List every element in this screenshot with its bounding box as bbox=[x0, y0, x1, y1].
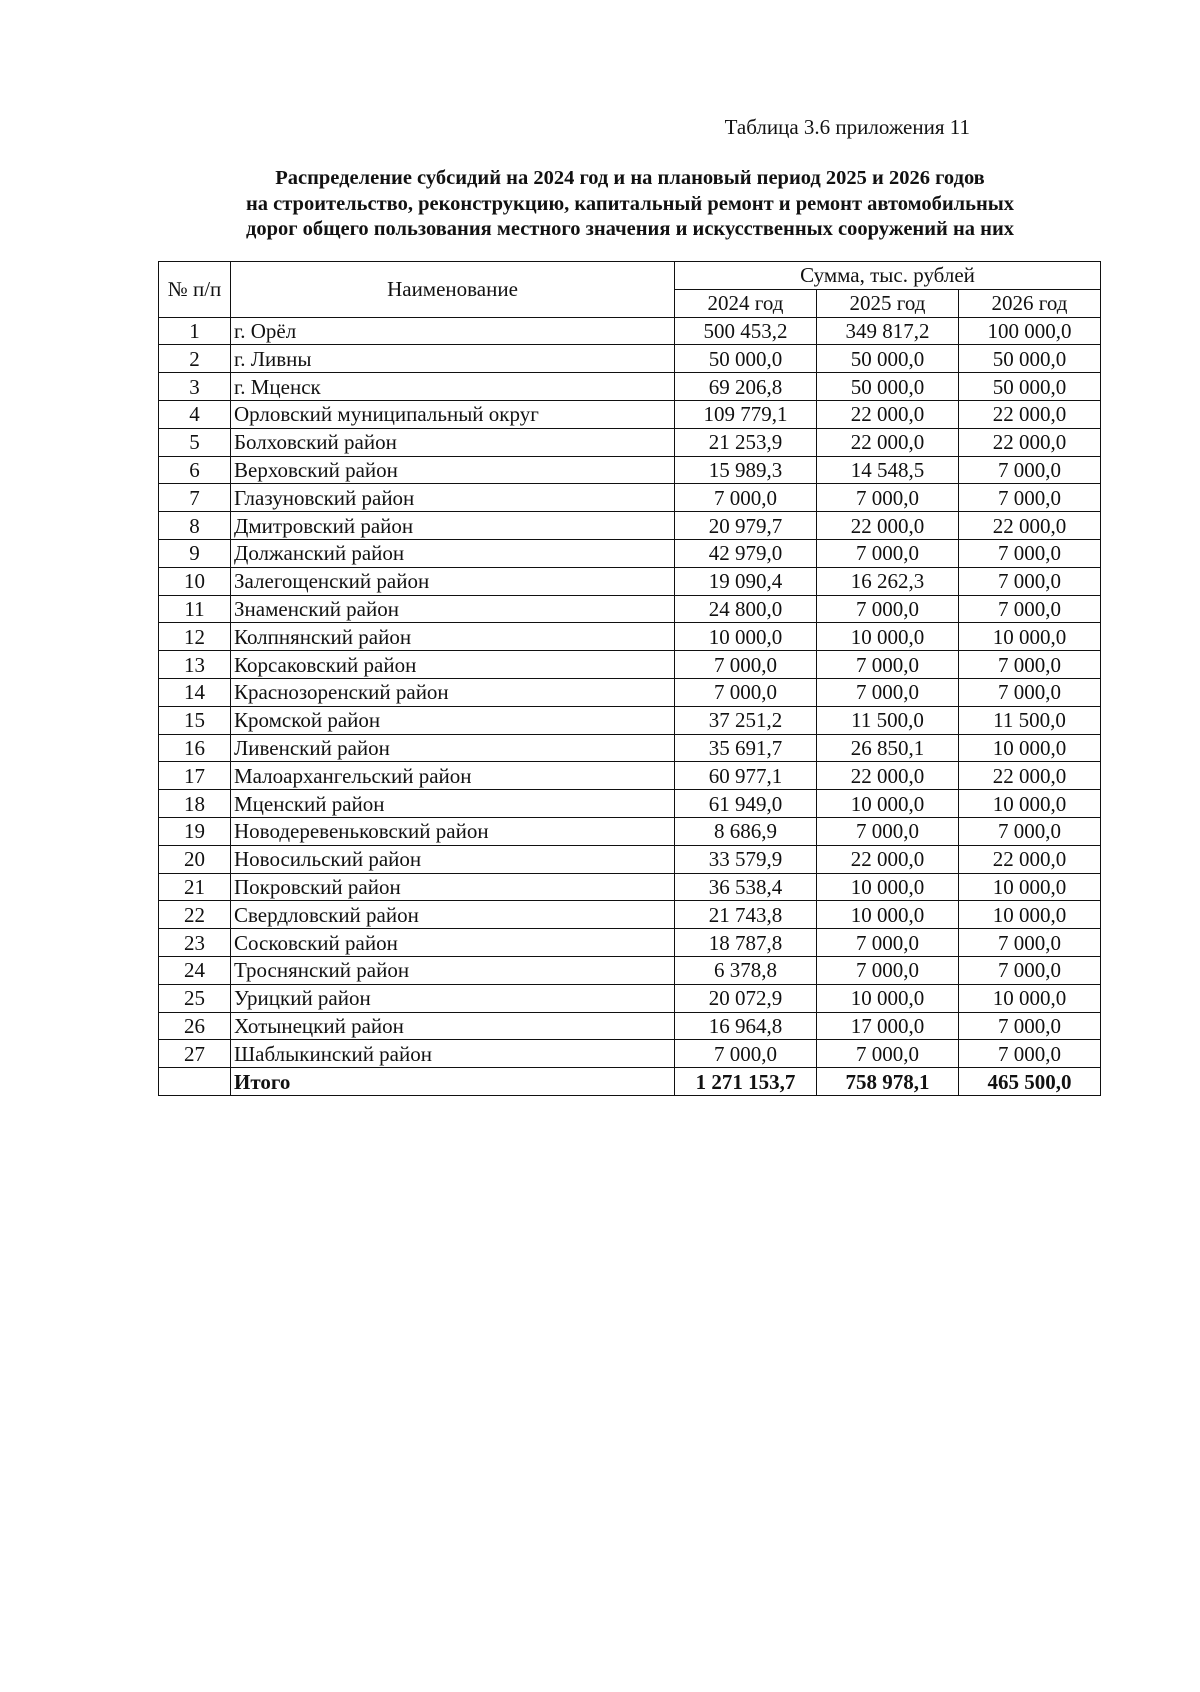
row-value-2025: 10 000,0 bbox=[817, 623, 959, 651]
row-value-2024: 35 691,7 bbox=[675, 734, 817, 762]
heading-line-2: на строительство, реконструкцию, капитальный ремонт и ремонт автомобильных bbox=[245, 192, 1015, 215]
row-number: 14 bbox=[159, 678, 231, 706]
row-number: 11 bbox=[159, 595, 231, 623]
row-number: 26 bbox=[159, 1012, 231, 1040]
row-value-2026: 7 000,0 bbox=[959, 456, 1101, 484]
total-number-cell bbox=[159, 1068, 231, 1096]
row-number: 4 bbox=[159, 400, 231, 428]
row-value-2024: 20 072,9 bbox=[675, 984, 817, 1012]
row-value-2025: 7 000,0 bbox=[817, 595, 959, 623]
row-name: Краснозоренский район bbox=[231, 678, 675, 706]
table-row bbox=[159, 873, 1101, 901]
row-value-2025: 26 850,1 bbox=[817, 734, 959, 762]
table-row bbox=[159, 400, 1101, 428]
row-number: 27 bbox=[159, 1040, 231, 1068]
row-name: г. Мценск bbox=[231, 373, 675, 401]
row-name: Новосильский район bbox=[231, 845, 675, 873]
table-row bbox=[159, 817, 1101, 845]
row-name: г. Орёл bbox=[231, 317, 675, 345]
table-row bbox=[159, 651, 1101, 679]
row-value-2026: 7 000,0 bbox=[959, 929, 1101, 957]
row-value-2026: 7 000,0 bbox=[959, 567, 1101, 595]
table-row bbox=[159, 539, 1101, 567]
row-value-2024: 50 000,0 bbox=[675, 345, 817, 373]
row-value-2025: 7 000,0 bbox=[817, 929, 959, 957]
row-value-2024: 109 779,1 bbox=[675, 400, 817, 428]
row-number: 3 bbox=[159, 373, 231, 401]
row-name: Верховский район bbox=[231, 456, 675, 484]
row-value-2025: 7 000,0 bbox=[817, 484, 959, 512]
row-value-2024: 7 000,0 bbox=[675, 678, 817, 706]
row-value-2026: 50 000,0 bbox=[959, 373, 1101, 401]
row-value-2025: 22 000,0 bbox=[817, 512, 959, 540]
row-value-2026: 11 500,0 bbox=[959, 706, 1101, 734]
row-value-2026: 22 000,0 bbox=[959, 845, 1101, 873]
table-row bbox=[159, 678, 1101, 706]
header-name: Наименование bbox=[231, 262, 675, 318]
subsidy-distribution-table bbox=[158, 261, 1101, 1096]
table-row bbox=[159, 484, 1101, 512]
row-value-2024: 21 253,9 bbox=[675, 428, 817, 456]
row-value-2024: 7 000,0 bbox=[675, 1040, 817, 1068]
table-row bbox=[159, 567, 1101, 595]
row-value-2025: 7 000,0 bbox=[817, 956, 959, 984]
table-row bbox=[159, 929, 1101, 957]
header-year-2026: 2026 год bbox=[959, 289, 1101, 317]
row-name: Сосковский район bbox=[231, 929, 675, 957]
row-value-2026: 7 000,0 bbox=[959, 539, 1101, 567]
row-value-2026: 10 000,0 bbox=[959, 623, 1101, 651]
row-value-2025: 10 000,0 bbox=[817, 790, 959, 818]
row-name: Новодеревеньковский район bbox=[231, 817, 675, 845]
row-name: Свердловский район bbox=[231, 901, 675, 929]
row-name: Колпнянский район bbox=[231, 623, 675, 651]
row-value-2024: 19 090,4 bbox=[675, 567, 817, 595]
row-value-2026: 10 000,0 bbox=[959, 790, 1101, 818]
row-value-2024: 10 000,0 bbox=[675, 623, 817, 651]
row-value-2026: 10 000,0 bbox=[959, 901, 1101, 929]
row-value-2024: 7 000,0 bbox=[675, 651, 817, 679]
row-number: 1 bbox=[159, 317, 231, 345]
row-value-2026: 7 000,0 bbox=[959, 1012, 1101, 1040]
row-name: Хотынецкий район bbox=[231, 1012, 675, 1040]
row-value-2024: 24 800,0 bbox=[675, 595, 817, 623]
table-row bbox=[159, 512, 1101, 540]
row-value-2026: 50 000,0 bbox=[959, 345, 1101, 373]
row-value-2025: 7 000,0 bbox=[817, 651, 959, 679]
row-value-2024: 33 579,9 bbox=[675, 845, 817, 873]
row-number: 24 bbox=[159, 956, 231, 984]
row-value-2026: 7 000,0 bbox=[959, 651, 1101, 679]
row-value-2026: 100 000,0 bbox=[959, 317, 1101, 345]
row-name: Троснянский район bbox=[231, 956, 675, 984]
row-number: 15 bbox=[159, 706, 231, 734]
row-number: 23 bbox=[159, 929, 231, 957]
row-value-2025: 10 000,0 bbox=[817, 901, 959, 929]
row-number: 10 bbox=[159, 567, 231, 595]
row-number: 8 bbox=[159, 512, 231, 540]
row-value-2025: 7 000,0 bbox=[817, 1040, 959, 1068]
document-heading bbox=[160, 166, 1100, 243]
row-value-2024: 61 949,0 bbox=[675, 790, 817, 818]
row-value-2026: 22 000,0 bbox=[959, 428, 1101, 456]
row-value-2024: 60 977,1 bbox=[675, 762, 817, 790]
row-number: 12 bbox=[159, 623, 231, 651]
row-value-2024: 21 743,8 bbox=[675, 901, 817, 929]
table-row bbox=[159, 623, 1101, 651]
table-header-row bbox=[159, 262, 1101, 290]
table-row bbox=[159, 790, 1101, 818]
row-name: Глазуновский район bbox=[231, 484, 675, 512]
row-name: Дмитровский район bbox=[231, 512, 675, 540]
row-name: Залегощенский район bbox=[231, 567, 675, 595]
row-value-2025: 16 262,3 bbox=[817, 567, 959, 595]
table-row bbox=[159, 956, 1101, 984]
row-value-2025: 22 000,0 bbox=[817, 762, 959, 790]
header-sum: Сумма, тыс. рублей bbox=[675, 262, 1101, 290]
row-value-2026: 7 000,0 bbox=[959, 817, 1101, 845]
table-row bbox=[159, 762, 1101, 790]
heading-line-3: дорог общего пользования местного значения и искусственных сооружений на них bbox=[245, 218, 1015, 240]
table-row bbox=[159, 1012, 1101, 1040]
row-value-2026: 7 000,0 bbox=[959, 678, 1101, 706]
total-value-2025: 758 978,1 bbox=[817, 1068, 959, 1096]
row-name: Урицкий район bbox=[231, 984, 675, 1012]
row-name: Ливенский район bbox=[231, 734, 675, 762]
row-value-2025: 7 000,0 bbox=[817, 678, 959, 706]
row-value-2024: 500 453,2 bbox=[675, 317, 817, 345]
row-name: Орловский муниципальный округ bbox=[231, 400, 675, 428]
header-year-2025: 2025 год bbox=[817, 289, 959, 317]
table-row bbox=[159, 317, 1101, 345]
row-value-2024: 7 000,0 bbox=[675, 484, 817, 512]
row-number: 7 bbox=[159, 484, 231, 512]
row-number: 6 bbox=[159, 456, 231, 484]
row-name: Малоархангельский район bbox=[231, 762, 675, 790]
row-number: 9 bbox=[159, 539, 231, 567]
header-year-2024: 2024 год bbox=[675, 289, 817, 317]
row-value-2025: 349 817,2 bbox=[817, 317, 959, 345]
row-name: Должанский район bbox=[231, 539, 675, 567]
table-row bbox=[159, 373, 1101, 401]
row-name: Покровский район bbox=[231, 873, 675, 901]
row-value-2025: 22 000,0 bbox=[817, 428, 959, 456]
row-value-2025: 7 000,0 bbox=[817, 817, 959, 845]
row-value-2024: 6 378,8 bbox=[675, 956, 817, 984]
row-number: 5 bbox=[159, 428, 231, 456]
table-row bbox=[159, 456, 1101, 484]
row-name: Кромской район bbox=[231, 706, 675, 734]
row-value-2024: 69 206,8 bbox=[675, 373, 817, 401]
row-name: Корсаковский район bbox=[231, 651, 675, 679]
row-number: 20 bbox=[159, 845, 231, 873]
row-value-2024: 20 979,7 bbox=[675, 512, 817, 540]
total-value-2024: 1 271 153,7 bbox=[675, 1068, 817, 1096]
row-value-2026: 7 000,0 bbox=[959, 956, 1101, 984]
row-value-2025: 10 000,0 bbox=[817, 873, 959, 901]
appendix-table-label: Таблица 3.6 приложения 11 bbox=[724, 115, 970, 139]
table-body bbox=[159, 317, 1101, 1095]
table-row bbox=[159, 428, 1101, 456]
total-value-2026: 465 500,0 bbox=[959, 1068, 1101, 1096]
row-value-2024: 16 964,8 bbox=[675, 1012, 817, 1040]
row-name: Шаблыкинский район bbox=[231, 1040, 675, 1068]
row-value-2025: 22 000,0 bbox=[817, 845, 959, 873]
table-row bbox=[159, 845, 1101, 873]
row-value-2025: 50 000,0 bbox=[817, 345, 959, 373]
row-value-2025: 50 000,0 bbox=[817, 373, 959, 401]
table-row bbox=[159, 984, 1101, 1012]
row-value-2026: 22 000,0 bbox=[959, 400, 1101, 428]
total-label: Итого bbox=[231, 1068, 675, 1096]
row-value-2026: 10 000,0 bbox=[959, 873, 1101, 901]
row-value-2026: 7 000,0 bbox=[959, 484, 1101, 512]
row-value-2024: 8 686,9 bbox=[675, 817, 817, 845]
row-number: 16 bbox=[159, 734, 231, 762]
row-value-2025: 22 000,0 bbox=[817, 400, 959, 428]
row-name: г. Ливны bbox=[231, 345, 675, 373]
table-row bbox=[159, 706, 1101, 734]
row-number: 13 bbox=[159, 651, 231, 679]
table-row bbox=[159, 345, 1101, 373]
row-value-2024: 36 538,4 bbox=[675, 873, 817, 901]
row-value-2026: 10 000,0 bbox=[959, 734, 1101, 762]
row-name: Болховский район bbox=[231, 428, 675, 456]
row-value-2026: 22 000,0 bbox=[959, 512, 1101, 540]
table-row bbox=[159, 734, 1101, 762]
row-value-2024: 18 787,8 bbox=[675, 929, 817, 957]
header-number: № п/п bbox=[159, 262, 231, 318]
row-number: 17 bbox=[159, 762, 231, 790]
heading-line-1: Распределение субсидий на 2024 год и на плановый период 2025 и 2026 годов bbox=[275, 167, 985, 189]
row-number: 19 bbox=[159, 817, 231, 845]
row-value-2025: 11 500,0 bbox=[817, 706, 959, 734]
table-row bbox=[159, 1040, 1101, 1068]
row-value-2026: 7 000,0 bbox=[959, 1040, 1101, 1068]
row-number: 18 bbox=[159, 790, 231, 818]
total-row bbox=[159, 1068, 1101, 1096]
row-name: Мценский район bbox=[231, 790, 675, 818]
row-number: 25 bbox=[159, 984, 231, 1012]
row-value-2026: 22 000,0 bbox=[959, 762, 1101, 790]
row-value-2024: 37 251,2 bbox=[675, 706, 817, 734]
table-row bbox=[159, 901, 1101, 929]
table-row bbox=[159, 595, 1101, 623]
row-value-2025: 14 548,5 bbox=[817, 456, 959, 484]
row-number: 2 bbox=[159, 345, 231, 373]
row-value-2026: 10 000,0 bbox=[959, 984, 1101, 1012]
row-value-2026: 7 000,0 bbox=[959, 595, 1101, 623]
row-value-2025: 7 000,0 bbox=[817, 539, 959, 567]
row-name: Знаменский район bbox=[231, 595, 675, 623]
row-number: 22 bbox=[159, 901, 231, 929]
row-value-2024: 15 989,3 bbox=[675, 456, 817, 484]
row-number: 21 bbox=[159, 873, 231, 901]
row-value-2025: 10 000,0 bbox=[817, 984, 959, 1012]
row-value-2025: 17 000,0 bbox=[817, 1012, 959, 1040]
row-value-2024: 42 979,0 bbox=[675, 539, 817, 567]
